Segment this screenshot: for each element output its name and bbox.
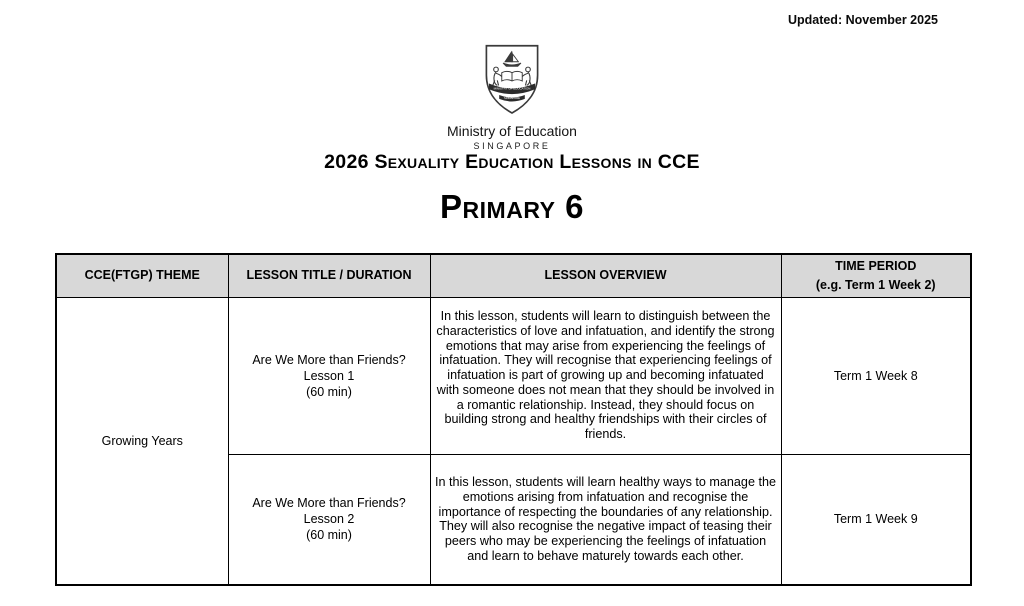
open-book-icon — [502, 71, 522, 81]
col-header-time-period — [781, 254, 971, 297]
ministry-header — [0, 43, 1024, 151]
lesson-1-time-period: Term 1 Week 8 — [781, 297, 971, 454]
lesson-2-duration: (60 min) — [306, 528, 352, 543]
col-header-theme: CCE(FTGP) THEME — [56, 254, 228, 297]
banner-subtext: SINGAPORE — [504, 97, 520, 101]
table-row-lesson-1 — [56, 297, 971, 454]
lesson-1-number: Lesson 1 — [303, 368, 355, 383]
document-title: 2026 Sexuality Education Lessons in CCE — [324, 151, 700, 173]
col-header-overview: LESSON OVERVIEW — [430, 254, 781, 297]
table-header-row — [56, 254, 971, 297]
level-title: Primary 6 — [440, 188, 584, 225]
lesson-1-title-cell — [228, 297, 430, 454]
col-header-title-duration: LESSON TITLE / DURATION — [228, 254, 430, 297]
banner-text: MINISTRY OF EDUCATION — [493, 86, 531, 91]
lesson-1-title: Are We More than Friends? — [252, 352, 406, 367]
lesson-2-overview: In this lesson, students will learn healthy ways to manage the emotions arising from infatuation and recognise the importance of respecting the boundaries of any relationship. They will also recognise the negative impact of teasing their peers who may be experiencing the feelings of infatuation and learn to behave maturely towards each other. — [430, 454, 781, 585]
lesson-2-number: Lesson 2 — [303, 512, 355, 527]
col-header-time-period-label: TIME PERIOD — [835, 259, 917, 273]
lesson-2-title-cell — [228, 454, 430, 585]
col-header-time-period-example: (e.g. Term 1 Week 2) — [815, 277, 936, 292]
ministry-country: SINGAPORE — [473, 141, 551, 151]
theme-cell: Growing Years — [56, 297, 228, 585]
lesson-1-duration: (60 min) — [306, 384, 352, 399]
lesson-2-title: Are We More than Friends? — [252, 496, 406, 511]
moe-crest-icon — [480, 43, 544, 117]
updated-date: Updated: November 2025 — [787, 13, 938, 27]
lesson-2-time-period: Term 1 Week 9 — [781, 454, 971, 585]
ministry-name: Ministry of Education — [447, 123, 577, 139]
lesson-1-overview: In this lesson, students will learn to distinguish between the characteristics of love and infatuation, and identify the strong emotions that may arise from experiencing the feelings of infatuation. They will recognise that experiencing feelings of infatuation is part of growing up and becoming infatuated with someone does not mean that they should be involved in a romantic relationship. Instead, they should focus on building strong and healthy friendships with their circles of friends. — [430, 297, 781, 454]
lessons-table — [55, 253, 972, 586]
